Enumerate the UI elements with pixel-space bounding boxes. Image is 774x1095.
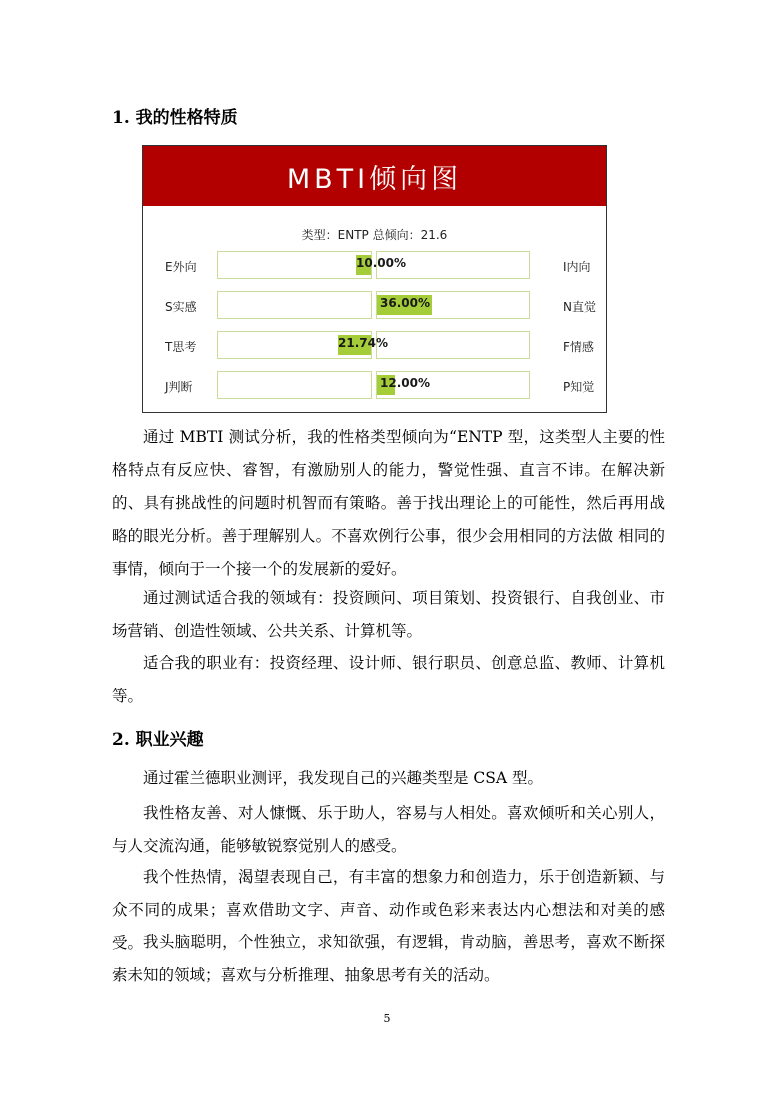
mbti-row-sn: [143, 291, 606, 321]
mbti-title: MBTI倾向图: [143, 146, 606, 206]
paragraph-social-trait: 我性格友善、对人慷慨、乐于助人，容易与人相处。喜欢倾听和关心别人，与人交流沟通，能够敏锐察觉别人的感受。: [112, 804, 665, 855]
section-heading-interest: 2. 职业兴趣: [112, 730, 204, 750]
mbti-figure: [142, 145, 607, 413]
mbti-label-left: E外向: [165, 260, 197, 274]
mbti-label-left: J判断: [165, 380, 193, 394]
mbti-label-right: N直觉: [563, 300, 596, 314]
mbti-label-left: S实感: [165, 300, 197, 314]
mbti-label-right: P知觉: [563, 380, 595, 394]
mbti-percent-label: 10.00%: [356, 256, 406, 270]
mbti-label-right: F情感: [563, 340, 594, 354]
mbti-percent-label: 12.00%: [380, 376, 430, 390]
mbti-label-right: I内向: [563, 260, 591, 274]
mbti-bar-left: [217, 371, 372, 399]
section-heading-personality: 1. 我的性格特质: [112, 108, 238, 128]
mbti-row-tf: [143, 331, 606, 361]
paragraph-suitable-jobs: 适合我的职业有：投资经理、设计师、银行职员、创意总监、教师、计算机等。: [112, 654, 665, 705]
mbti-summary: 类型：ENTP 总倾向：21.6: [301, 228, 448, 242]
paragraph-mbti-analysis: 通过 MBTI 测试分析，我的性格类型倾向为“ENTP 型，这类型人主要的性格特点有反应快、睿智，有激励别人的能力，警觉性强、直言不讳。在解决新的、具有挑战性的问题时机智而有策略。善于找出理论上的可能性，然后再用战略的眼光分析。善于理解别人。不喜欢例行公事，很少会用相同的方法做 相同的事情，倾向于一个接一个的发展新的爱好。: [112, 428, 665, 578]
mbti-percent-label: 21.74%: [338, 336, 388, 350]
mbti-row-jp: [143, 371, 606, 401]
paragraph-holland-result: 通过霍兰德职业测评，我发现自己的兴趣类型是 CSA 型。: [143, 769, 544, 787]
mbti-bar-left: [217, 291, 372, 319]
page-number: 5: [383, 1012, 391, 1025]
mbti-percent-label: 36.00%: [380, 296, 430, 310]
mbti-row-ei: [143, 251, 606, 281]
paragraph-investigative-trait: 我头脑聪明，个性独立，求知欲强，有逻辑，肯动脑，善思考，喜欢不断探索未知的领域；喜欢与分析推理、抽象思考有关的活动。: [112, 933, 665, 984]
paragraph-suitable-fields: 通过测试适合我的领域有：投资顾问、项目策划、投资银行、自我创业、市场营销、创造性领域、公共关系、计算机等。: [112, 589, 665, 640]
mbti-bar-left: [217, 251, 372, 279]
paragraph-artistic-trait: 我个性热情，渴望表现自己，有丰富的想象力和创造力，乐于创造新颖、与众不同的成果；喜欢借助文字、声音、动作或色彩来表达内心想法和对美的感受。: [112, 868, 665, 952]
mbti-label-left: T思考: [165, 340, 197, 354]
mbti-bar-right: [376, 331, 530, 359]
